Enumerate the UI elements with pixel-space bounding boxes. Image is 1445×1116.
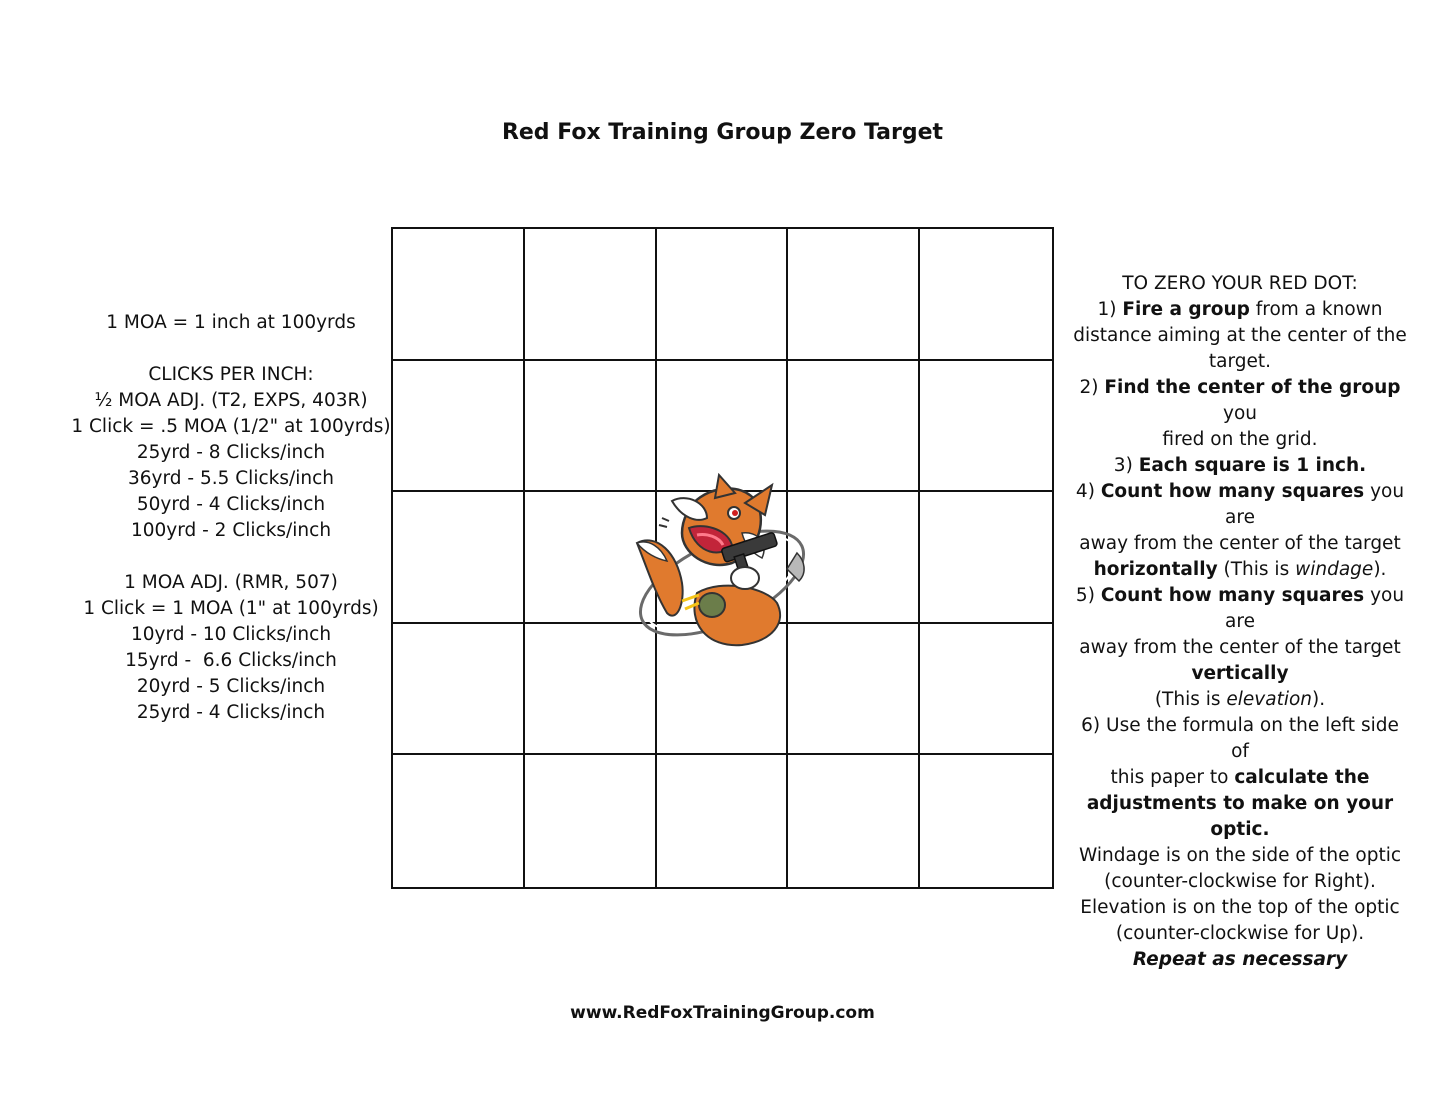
zero-instructions-panel (1070, 271, 1410, 973)
step-2-cont: fired on the grid. (1162, 429, 1318, 450)
half-moa-row: 36yrd - 5.5 Clicks/inch (128, 468, 334, 489)
moa-reference-panel (70, 310, 392, 726)
half-moa-click: 1 Click = .5 MOA (1/2" at 100yrds) (71, 416, 391, 437)
grid-square (393, 492, 525, 624)
moa-definition: 1 MOA = 1 inch at 100yrds (106, 312, 356, 333)
grid-square (525, 755, 657, 887)
step-6: 6) Use the formula on the left side of (1081, 715, 1399, 762)
step-1: 1) Fire a group from a known (1097, 299, 1383, 320)
repeat-note: Repeat as necessary (1132, 949, 1348, 970)
one-moa-row: 25yrd - 4 Clicks/inch (136, 702, 326, 723)
one-moa-row: 10yrd - 10 Clicks/inch (130, 624, 332, 645)
step-4-cont: away from the center of the target (1079, 533, 1401, 554)
step-5: 5) Count how many squares you are (1075, 585, 1405, 632)
grid-square (920, 755, 1052, 887)
step-3: 3) Each square is 1 inch. (1113, 455, 1367, 476)
elevation-note: Elevation is on the top of the optic (1080, 897, 1400, 918)
windage-note: (counter-clockwise for Right). (1104, 871, 1376, 892)
one-moa-click: 1 Click = 1 MOA (1" at 100yrds) (83, 598, 379, 619)
half-moa-heading: ½ MOA ADJ. (T2, EXPS, 403R) (94, 390, 368, 411)
grid-square (657, 229, 789, 361)
website-url[interactable]: www.RedFoxTrainingGroup.com (570, 1003, 875, 1023)
grid-square (920, 492, 1052, 624)
grid-square (393, 624, 525, 756)
step-6-cont: this paper to calculate the (1110, 767, 1370, 788)
step-6-cont: adjustments to make on your optic. (1086, 793, 1394, 840)
grid-square (788, 755, 920, 887)
one-moa-row: 20yrd - 5 Clicks/inch (136, 676, 326, 697)
step-4: 4) Count how many squares you are (1075, 481, 1405, 528)
windage-note: Windage is on the side of the optic (1078, 845, 1402, 866)
grid-square (525, 229, 657, 361)
grid-square (788, 229, 920, 361)
grid-square (920, 229, 1052, 361)
step-1-cont: distance aiming at the center of the (1073, 325, 1407, 346)
step-1-cont: target. (1208, 351, 1272, 372)
grid-square (920, 361, 1052, 493)
instructions-heading: TO ZERO YOUR RED DOT: (1122, 273, 1358, 294)
grid-square (393, 229, 525, 361)
half-moa-row: 25yrd - 8 Clicks/inch (136, 442, 326, 463)
one-moa-heading: 1 MOA ADJ. (RMR, 507) (124, 572, 338, 593)
fox-mascot-icon (627, 473, 817, 653)
grid-square (920, 624, 1052, 756)
step-5-cont: (This is elevation). (1154, 689, 1326, 710)
half-moa-row: 50yrd - 4 Clicks/inch (136, 494, 326, 515)
step-5-cont: away from the center of the target (1079, 637, 1401, 658)
grid-square (657, 755, 789, 887)
step-5-cont: vertically (1191, 663, 1289, 684)
clicks-per-inch-header: CLICKS PER INCH: (148, 364, 314, 385)
elevation-note: (counter-clockwise for Up). (1115, 923, 1365, 944)
one-moa-row: 15yrd - 6.6 Clicks/inch (125, 650, 337, 671)
grid-square (393, 755, 525, 887)
page-title: Red Fox Training Group Zero Target (501, 120, 944, 145)
step-4-cont: horizontally (This is windage). (1093, 559, 1387, 580)
step-2: 2) Find the center of the group you (1079, 377, 1401, 424)
half-moa-row: 100yrd - 2 Clicks/inch (130, 520, 332, 541)
grid-square (393, 361, 525, 493)
